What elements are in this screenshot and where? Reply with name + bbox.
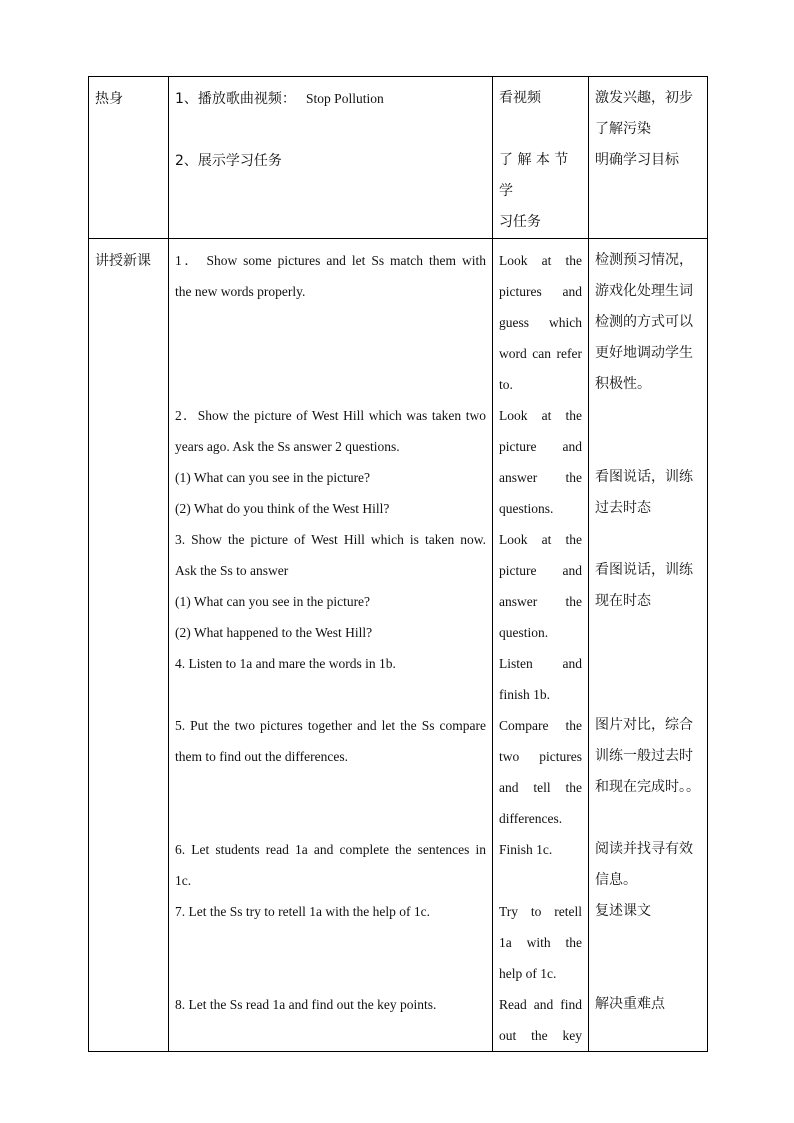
step-text: years ago. Ask the Ss answer 2 questions. xyxy=(175,439,400,454)
student-text: Try to retell xyxy=(499,904,582,919)
step-text: 2．Show the picture of West Hill which was taken two xyxy=(175,408,486,423)
purpose-text: 激发兴趣，初步 xyxy=(595,90,693,106)
student-activity-cell xyxy=(493,77,589,239)
purpose-text: 看图说话，训练 xyxy=(595,562,693,578)
student-text: 了 解 本 节 学 xyxy=(499,152,569,199)
stage-label: 讲授新课 xyxy=(95,253,151,269)
student-text: guess which xyxy=(499,315,582,330)
purpose-text: 和现在完成时。。 xyxy=(595,779,700,795)
question-text: (1) What can you see in the picture? xyxy=(175,594,371,609)
purpose-text: 了解污染 xyxy=(595,121,651,137)
step-text: 1c. xyxy=(175,873,192,888)
table-row-new-lesson xyxy=(89,239,708,1052)
step-text: 1、播放歌曲视频： xyxy=(175,91,296,107)
step-text: 1． Show some pictures and let Ss match them with xyxy=(175,253,486,268)
student-text: 1a with the xyxy=(499,935,582,950)
student-text: Look at the xyxy=(499,532,582,547)
step-text: 3. Show the picture of West Hill which is taken now. xyxy=(175,532,486,547)
student-text: Listen and xyxy=(499,656,582,671)
step-text: 7. Let the Ss try to retell 1a with the help of 1c. xyxy=(175,904,430,919)
purpose-text: 看图说话，训练 xyxy=(595,469,693,485)
stage-label: 热身 xyxy=(95,91,123,107)
purpose-text: 图片对比，综合 xyxy=(595,717,693,733)
student-text: Compare the xyxy=(499,718,582,733)
student-text: and tell the xyxy=(499,780,582,795)
step-text: 4. Listen to 1a and mare the words in 1b. xyxy=(175,656,396,671)
teacher-activity-cell xyxy=(169,239,493,1052)
step-text: 6. Let students read 1a and complete the sentences in xyxy=(175,842,486,857)
purpose-text: 过去时态 xyxy=(595,500,651,516)
question-text: (1) What can you see in the picture? xyxy=(175,470,371,485)
purpose-text: 复述课文 xyxy=(595,903,651,919)
student-text: to. xyxy=(499,377,513,392)
purpose-text: 明确学习目标 xyxy=(595,152,679,168)
step-text: Stop Pollution xyxy=(306,91,384,106)
student-text: answer the xyxy=(499,470,582,485)
stage-cell xyxy=(89,77,169,239)
student-text: picture and xyxy=(499,439,582,454)
step-text: 5. Put the two pictures together and let the Ss compare xyxy=(175,718,486,733)
question-text: (2) What do you think of the West Hill? xyxy=(175,501,390,516)
purpose-text: 信息。 xyxy=(595,872,637,888)
purpose-text: 检测预习情况， xyxy=(595,252,693,268)
student-text: word can refer xyxy=(499,346,582,361)
student-text: Look at the xyxy=(499,408,582,423)
purpose-text: 检测的方式可以 xyxy=(595,314,693,330)
purpose-text: 积极性。 xyxy=(595,376,651,392)
step-text: the new words properly. xyxy=(175,284,306,299)
student-text: 看视频 xyxy=(499,90,541,106)
student-text: questions. xyxy=(499,501,554,516)
purpose-text: 现在时态 xyxy=(595,593,651,609)
student-text: Finish 1c. xyxy=(499,842,553,857)
student-text: finish 1b. xyxy=(499,687,551,702)
step-text: 2、展示学习任务 xyxy=(175,153,282,169)
student-text: two pictures xyxy=(499,749,582,764)
purpose-cell xyxy=(589,77,708,239)
student-text: Look at the xyxy=(499,253,582,268)
student-text: help of 1c. xyxy=(499,966,557,981)
student-text: 习任务 xyxy=(499,214,541,230)
student-activity-cell xyxy=(493,239,589,1052)
lesson-plan-table xyxy=(88,76,708,1052)
student-text: question. xyxy=(499,625,549,640)
teacher-activity-cell xyxy=(169,77,493,239)
student-text: Read and find xyxy=(499,997,582,1012)
step-text: Ask the Ss to answer xyxy=(175,563,289,578)
student-text: differences. xyxy=(499,811,563,826)
purpose-text: 阅读并找寻有效 xyxy=(595,841,693,857)
table-row-warmup xyxy=(89,77,708,239)
student-text: answer the xyxy=(499,594,582,609)
purpose-text: 训练一般过去时 xyxy=(595,748,693,764)
stage-cell xyxy=(89,239,169,1052)
student-text: picture and xyxy=(499,563,582,578)
student-text: out the key xyxy=(499,1028,582,1043)
purpose-text: 解决重难点 xyxy=(595,996,665,1012)
purpose-cell xyxy=(589,239,708,1052)
step-text: them to find out the differences. xyxy=(175,749,348,764)
purpose-text: 游戏化处理生词 xyxy=(595,283,693,299)
purpose-text: 更好地调动学生 xyxy=(595,345,693,361)
question-text: (2) What happened to the West Hill? xyxy=(175,625,373,640)
student-text: pictures and xyxy=(499,284,582,299)
step-text: 8. Let the Ss read 1a and find out the key points. xyxy=(175,997,437,1012)
